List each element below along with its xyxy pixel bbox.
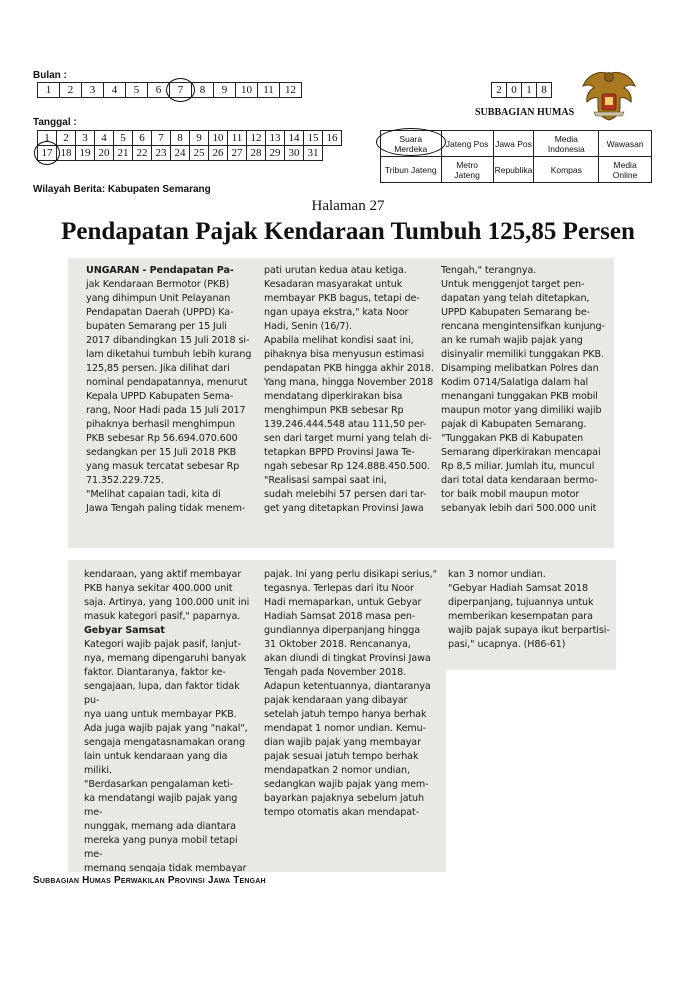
tgl-row2-cell: 18 xyxy=(57,146,76,161)
article-line: bupaten Semarang per 15 Juli xyxy=(86,321,227,332)
clipping-top xyxy=(68,258,614,548)
article-line: menghimpun PKB sebesar Rp xyxy=(264,405,404,416)
article-line: 2017 dibandingkan 15 Juli 2018 si- xyxy=(86,335,250,346)
article-line: pajak sesuai jatuh tempo berhak xyxy=(264,751,419,762)
tgl-row1-cell: 12 xyxy=(247,131,266,146)
article-line: pasi," ucapnya. (H86-61) xyxy=(448,639,566,650)
article-line: Adapun ketentuannya, diantaranya xyxy=(264,681,431,692)
article-column-3 xyxy=(441,264,613,516)
article-line: tempo otomatis akan mendapat- xyxy=(264,807,420,818)
article-line: lam diketahui tumbuh lebih kurang xyxy=(86,349,252,360)
article-line: rang, Noor Hadi pada 15 Juli 2017 xyxy=(86,405,246,416)
year-row-cell: 2 xyxy=(492,83,507,98)
article-line: sebanyak lebih dari 500.000 unit xyxy=(441,503,597,514)
article-line: Pendapatan Daerah (UPPD) Ka- xyxy=(86,307,234,318)
article-line: jak Kendaraan Bermotor (PKB) xyxy=(86,279,230,290)
article-line: memang sengaja tidak membayar xyxy=(84,863,247,872)
article-line: Disamping melibatkan Polres dan xyxy=(441,363,599,374)
article-line: Tengah," terangnya. xyxy=(441,265,537,276)
article-line: diperpanjang, tujuannya untuk xyxy=(448,597,594,608)
article-line: menangani tunggakan PKB mobil xyxy=(441,391,598,402)
article-line: nya uang untuk membayar PKB. xyxy=(84,709,237,720)
tgl-row1-cell: 14 xyxy=(285,131,304,146)
article-line: yang dihimpun Unit Pelayanan xyxy=(86,293,231,304)
media-option: Republika xyxy=(493,157,534,183)
headline: Pendapatan Pajak Kendaraan Tumbuh 125,85 Persen xyxy=(61,218,635,245)
article-line: yang masuk tercatat sebesar Rp xyxy=(86,461,240,472)
article-line: Kepala UPPD Kabupaten Sema- xyxy=(86,391,234,402)
article-line: Hadi, Senin (16/7). xyxy=(264,321,352,332)
article-line: Untuk menggenjot target pen- xyxy=(441,279,585,290)
bulan-table xyxy=(37,82,302,98)
tgl-row1-cell: 16 xyxy=(323,131,342,146)
article-line: disinyalir memiliki tunggakan PKB. xyxy=(441,349,604,360)
article-line: pajak di Kabupaten Semarang. xyxy=(441,419,587,430)
article-column-6 xyxy=(448,568,616,652)
clipping-bottom xyxy=(68,560,446,872)
tgl-row2-cell: 29 xyxy=(266,146,285,161)
clipping-ending xyxy=(446,560,616,670)
bulan-row-cell: 10 xyxy=(236,83,258,98)
article-line: PKB hanya sekitar 400.000 unit xyxy=(84,583,233,594)
tgl-row2-cell: 23 xyxy=(152,146,171,161)
bulan-row-cell: 12 xyxy=(280,83,302,98)
article-line: sudah melebihi 57 persen dari tar- xyxy=(264,489,427,500)
article-line: dapatan yang telah ditetapkan, xyxy=(441,293,590,304)
tgl-row1-cell: 11 xyxy=(228,131,247,146)
tgl-row1-cell: 1 xyxy=(38,131,57,146)
tgl-row1-cell: 2 xyxy=(57,131,76,146)
tgl-row2-cell: 21 xyxy=(114,146,133,161)
footer: Subbagian Humas Perwakilan Provinsi Jawa Tengah xyxy=(33,875,266,886)
media-option: Media Indonesia xyxy=(534,131,599,157)
bulan-row-cell: 7 xyxy=(170,83,192,98)
article-line: tor baik mobil maupun motor xyxy=(441,489,580,500)
media-option: Suara Merdeka xyxy=(381,131,442,157)
tgl-row1-cell: 3 xyxy=(76,131,95,146)
tgl-row2-cell: 20 xyxy=(95,146,114,161)
article-line: "Melihat capaian tadi, kita di xyxy=(86,489,221,500)
article-line: memberikan kesempatan para xyxy=(448,611,593,622)
article-line: Kategori wajib pajak pasif, lanjut- xyxy=(84,639,241,650)
article-line: tetapkan BPPD Provinsi Jawa Te- xyxy=(264,447,415,458)
article-line: sedangkan per 15 Juli 2018 PKB xyxy=(86,447,237,458)
article-line: ngan upaya ekstra," kata Noor xyxy=(264,307,409,318)
article-column-2 xyxy=(264,264,434,516)
article-line: pihaknya berhasil menghimpun xyxy=(86,419,236,430)
wilayah-berita: Wilayah Berita: Kabupaten Semarang xyxy=(33,184,211,195)
article-line: pati urutan kedua atau ketiga. xyxy=(264,265,407,276)
article-column-1 xyxy=(86,264,256,516)
article-line: Apabila melihat kondisi saat ini, xyxy=(264,335,414,346)
article-line: mereka yang punya mobil tetapi me- xyxy=(84,835,238,860)
bulan-row-cell: 8 xyxy=(192,83,214,98)
article-line: UPPD Kabupaten Semarang be- xyxy=(441,307,590,318)
tgl-row1-cell: 6 xyxy=(133,131,152,146)
article-line: UNGARAN - Pendapatan Pa- xyxy=(86,265,234,276)
tgl-row1-cell: 5 xyxy=(114,131,133,146)
article-line: membayar PKB bagus, tetapi de- xyxy=(264,293,420,304)
article-line: bayarkan pajaknya sebelum jatuh xyxy=(264,793,425,804)
bulan-row-cell: 1 xyxy=(38,83,60,98)
garuda-emblem xyxy=(580,68,638,124)
article-line: 71.352.229.725. xyxy=(86,475,164,486)
article-line: Hadi memaparkan, untuk Gebyar xyxy=(264,597,422,608)
article-line: sen dari target murni yang telah di- xyxy=(264,433,432,444)
bulan-row-cell: 6 xyxy=(148,83,170,98)
article-line: Kesadaran masyarakat untuk xyxy=(264,279,403,290)
article-line: Tengah pada November 2018. xyxy=(264,667,407,678)
media-option: Metro Jateng xyxy=(441,157,493,183)
article-line: 31 Oktober 2018. Rencananya, xyxy=(264,639,411,650)
article-line: gundiannya diperpanjang hingga xyxy=(264,625,421,636)
article-line: pihaknya bisa menyusun estimasi xyxy=(264,349,425,360)
tgl-row2-cell: 31 xyxy=(304,146,323,161)
year-box xyxy=(491,82,552,98)
article-line: wajib pajak supaya ikut berpartisi- xyxy=(448,625,610,636)
article-line: ngah sebesar Rp 124.888.450.500. xyxy=(264,461,430,472)
media-option: Media Online xyxy=(599,157,652,183)
article-line: sengajaan, lupa, dan faktor tidak pu- xyxy=(84,681,240,706)
article-line: mendatang diperkirakan bisa xyxy=(264,391,403,402)
bulan-row-cell: 5 xyxy=(126,83,148,98)
article-line: masuk kategori pasif," paparnya. xyxy=(84,611,241,622)
tgl-row2-cell: 19 xyxy=(76,146,95,161)
article-line: Rp 8,5 miliar. Jumlah itu, muncul xyxy=(441,461,595,472)
article-line: saja. Artinya, yang 100.000 unit ini xyxy=(84,597,250,608)
tanggal-table xyxy=(37,130,342,161)
article-line: pendapatan PKB hingga akhir 2018. xyxy=(264,363,434,374)
article-line: 125,85 persen. Jika dilihat dari xyxy=(86,363,230,374)
article-column-4 xyxy=(84,568,254,872)
article-line: nya, memang dipengaruhi banyak xyxy=(84,653,247,664)
media-table xyxy=(380,130,652,183)
tgl-row2-cell: 22 xyxy=(133,146,152,161)
article-line: nunggak, memang ada diantara xyxy=(84,821,236,832)
article-line: akan diundi di tingkat Provinsi Jawa xyxy=(264,653,431,664)
tgl-row1-cell: 10 xyxy=(209,131,228,146)
media-option: Jateng Pos xyxy=(441,131,493,157)
article-line: Hadiah Samsat 2018 masa pen- xyxy=(264,611,416,622)
tgl-row2-cell: 26 xyxy=(209,146,228,161)
article-line: lain untuk kendaraan yang dia miliki. xyxy=(84,751,228,776)
article-line: sengaja mengatasnamakan orang xyxy=(84,737,246,748)
article-line: sedangkan wajib pajak yang mem- xyxy=(264,779,429,790)
article-line: rencana mengintensifkan kunjung- xyxy=(441,321,605,332)
article-line: Semarang diperkirakan mencapai xyxy=(441,447,601,458)
article-line: get yang ditetapkan Provinsi Jawa xyxy=(264,503,424,514)
tgl-row1-cell: 4 xyxy=(95,131,114,146)
tgl-row1-cell: 8 xyxy=(171,131,190,146)
bulan-label: Bulan : xyxy=(33,70,67,81)
article-line: PKB sebesar Rp 56.694.070.600 xyxy=(86,433,238,444)
media-option: Tribun Jateng xyxy=(381,157,442,183)
tgl-row2-cell: 30 xyxy=(285,146,304,161)
article-line: an ke rumah wajib pajak yang xyxy=(441,335,583,346)
bulan-row-cell: 3 xyxy=(82,83,104,98)
article-column-5 xyxy=(264,568,444,820)
tgl-row1-cell: 9 xyxy=(190,131,209,146)
media-option: Kompas xyxy=(534,157,599,183)
article-line: "Tunggakan PKB di Kabupaten xyxy=(441,433,584,444)
halaman-label: Halaman 27 xyxy=(311,198,385,214)
bulan-row-cell: 2 xyxy=(60,83,82,98)
tgl-row2-cell: 25 xyxy=(190,146,209,161)
article-line: Gebyar Samsat xyxy=(84,625,165,636)
article-line: mendapatkan 2 nomor undian, xyxy=(264,765,410,776)
tgl-row1-cell: 13 xyxy=(266,131,285,146)
year-row-cell: 1 xyxy=(522,83,537,98)
bulan-row-cell: 9 xyxy=(214,83,236,98)
article-line: Jawa Tengah paling tidak menem- xyxy=(86,503,246,514)
article-line: dari total data kendaraan bermo- xyxy=(441,475,598,486)
year-row-cell: 8 xyxy=(537,83,552,98)
tgl-row2-cell: 24 xyxy=(171,146,190,161)
article-line: nominal pendapatannya, menurut xyxy=(86,377,248,388)
media-option: Jawa Pos xyxy=(493,131,534,157)
article-line: tegasnya. Terlepas dari itu Noor xyxy=(264,583,414,594)
article-line: mendapat 1 nomor undian. Kemu- xyxy=(264,723,426,734)
year-row-cell: 0 xyxy=(507,83,522,98)
article-line: Ada juga wajib pajak yang "nakal", xyxy=(84,723,248,734)
tgl-row2-cell: 28 xyxy=(247,146,266,161)
tgl-row2-cell: 17 xyxy=(38,146,57,161)
article-line: 139.246.444.548 atau 111,50 per- xyxy=(264,419,427,430)
media-option: Wawasan xyxy=(599,131,652,157)
tgl-row2-cell: 27 xyxy=(228,146,247,161)
article-line: pajak kendaraan yang dibayar xyxy=(264,695,408,706)
article-line: Kodim 0714/Salatiga dalam hal xyxy=(441,377,589,388)
article-line: "Gebyar Hadiah Samsat 2018 xyxy=(448,583,589,594)
tgl-row1-cell: 7 xyxy=(152,131,171,146)
tanggal-label: Tanggal : xyxy=(33,117,77,128)
bulan-row-cell: 11 xyxy=(258,83,280,98)
bulan-row-cell: 4 xyxy=(104,83,126,98)
article-line: Yang mana, hingga November 2018 xyxy=(264,377,434,388)
article-line: "Berdasarkan pengalaman keti- xyxy=(84,779,233,790)
tgl-row1-cell: 15 xyxy=(304,131,323,146)
article-line: kan 3 nomor undian. xyxy=(448,569,546,580)
article-line: faktor. Diantaranya, faktor ke- xyxy=(84,667,226,678)
article-line: kendaraan, yang aktif membayar xyxy=(84,569,242,580)
dept-label: SUBBAGIAN HUMAS xyxy=(475,107,575,118)
article-line: setelah jatuh tempo hanya berhak xyxy=(264,709,427,720)
article-line: "Realisasi sampai saat ini, xyxy=(264,475,387,486)
article-line: pajak. Ini yang perlu disikapi serius," xyxy=(264,569,437,580)
article-line: ka mendatangi wajib pajak yang me- xyxy=(84,793,238,818)
article-line: dian wajib pajak yang membayar xyxy=(264,737,421,748)
article-line: maupun motor yang dimiliki wajib xyxy=(441,405,602,416)
